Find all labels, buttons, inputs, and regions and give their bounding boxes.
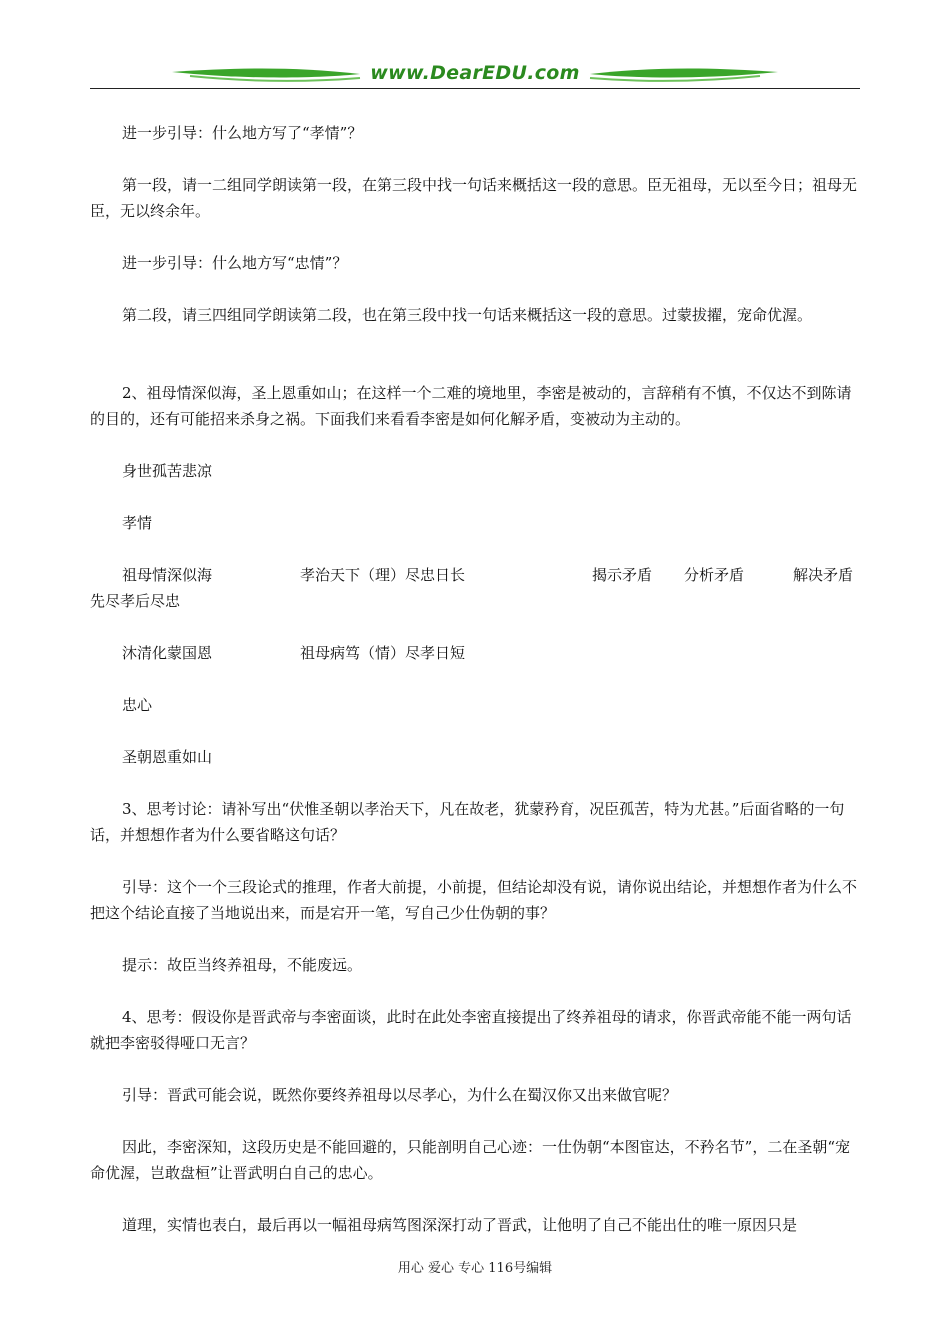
diagram-cell: 分析矛盾: [684, 566, 745, 584]
paragraph: 提示：故臣当终养祖母，不能废远。: [122, 956, 363, 974]
diagram-row: [90, 640, 862, 666]
header-divider: [90, 88, 860, 89]
diagram-line: 身世孤苦悲凉: [122, 462, 213, 480]
paragraph: 4、思考：假设你是晋武帝与李密面谈，此时在此处李密直接提出了终养祖母的请求，你晋武帝能不能一两句话就把李密驳得哑口无言？: [90, 1008, 852, 1052]
structure-diagram: [90, 458, 862, 770]
paragraph: 2、祖母情深似海，圣上恩重如山；在这样一个二难的境地里，李密是被动的，言辞稍有不慎，不仅达不到陈请的目的，还有可能招来杀身之祸。下面我们来看看李密是如何化解矛盾，变被动为主动的。: [90, 384, 852, 428]
paragraph: 第一段，请一二组同学朗读第一段，在第三段中找一句话来概括这一段的意思。臣无祖母，无以至今日；祖母无臣，无以终余年。: [90, 176, 858, 220]
diagram-line: 圣朝恩重如山: [122, 748, 213, 766]
page-footer: 用心 爱心 专心 116号编辑: [397, 1261, 553, 1276]
document-body: [90, 120, 862, 1238]
paragraph: 道理，实情也表白，最后再以一幅祖母病笃图深深打动了晋武，让他明了自己不能出仕的唯一原因只是: [122, 1216, 798, 1234]
site-logo[interactable]: www.DearEDU.com: [370, 62, 580, 84]
diagram-cell: 揭示矛盾: [592, 566, 653, 584]
paragraph: 第二段，请三四组同学朗读第二段，也在第三段中找一句话来概括这一段的意思。过蒙拔擢，宠命优渥。: [122, 306, 813, 324]
diagram-cell: 解决矛盾: [793, 566, 854, 584]
diagram-line: 先尽孝后尽忠: [90, 592, 181, 610]
diagram-line: 忠心: [122, 696, 153, 714]
paragraph: 引导：晋武可能会说，既然你要终养祖母以尽孝心，为什么在蜀汉你又出来做官呢？: [122, 1086, 678, 1104]
diagram-cell: 孝治天下（理）尽忠日长: [300, 566, 466, 584]
paragraph: 因此，李密深知，这段历史是不能回避的，只能剖明自己心迹：一仕伪朝“本图宦达，不矜名节”，二在圣朝“宠命优渥，岂敢盘桓”让晋武明白自己的忠心。: [90, 1138, 851, 1182]
diagram-cell: 祖母情深似海: [122, 566, 213, 584]
diagram-cell: 祖母病笃（情）尽孝日短: [300, 644, 466, 662]
paragraph: 进一步引导：什么地方写了“孝情”？: [122, 124, 363, 142]
page-header: [90, 58, 860, 92]
paragraph: 进一步引导：什么地方写“忠情”？: [122, 254, 348, 272]
paragraph: 3、思考讨论：请补写出“伏惟圣朝以孝治天下，凡在故老，犹蒙矜育，况臣孤苦，特为尤甚。”后面省略的一句话，并想想作者为什么要省略这句话？: [90, 800, 845, 844]
diagram-cell: 沐清化蒙国恩: [122, 644, 213, 662]
paragraph: 引导：这个一个三段论式的推理，作者大前提，小前提，但结论却没有说，请你说出结论，并想想作者为什么不把这个结论直接了当地说出来，而是宕开一笔，写自己少仕伪朝的事？: [90, 878, 858, 922]
diagram-row: [90, 562, 862, 588]
diagram-line: 孝情: [122, 514, 153, 532]
